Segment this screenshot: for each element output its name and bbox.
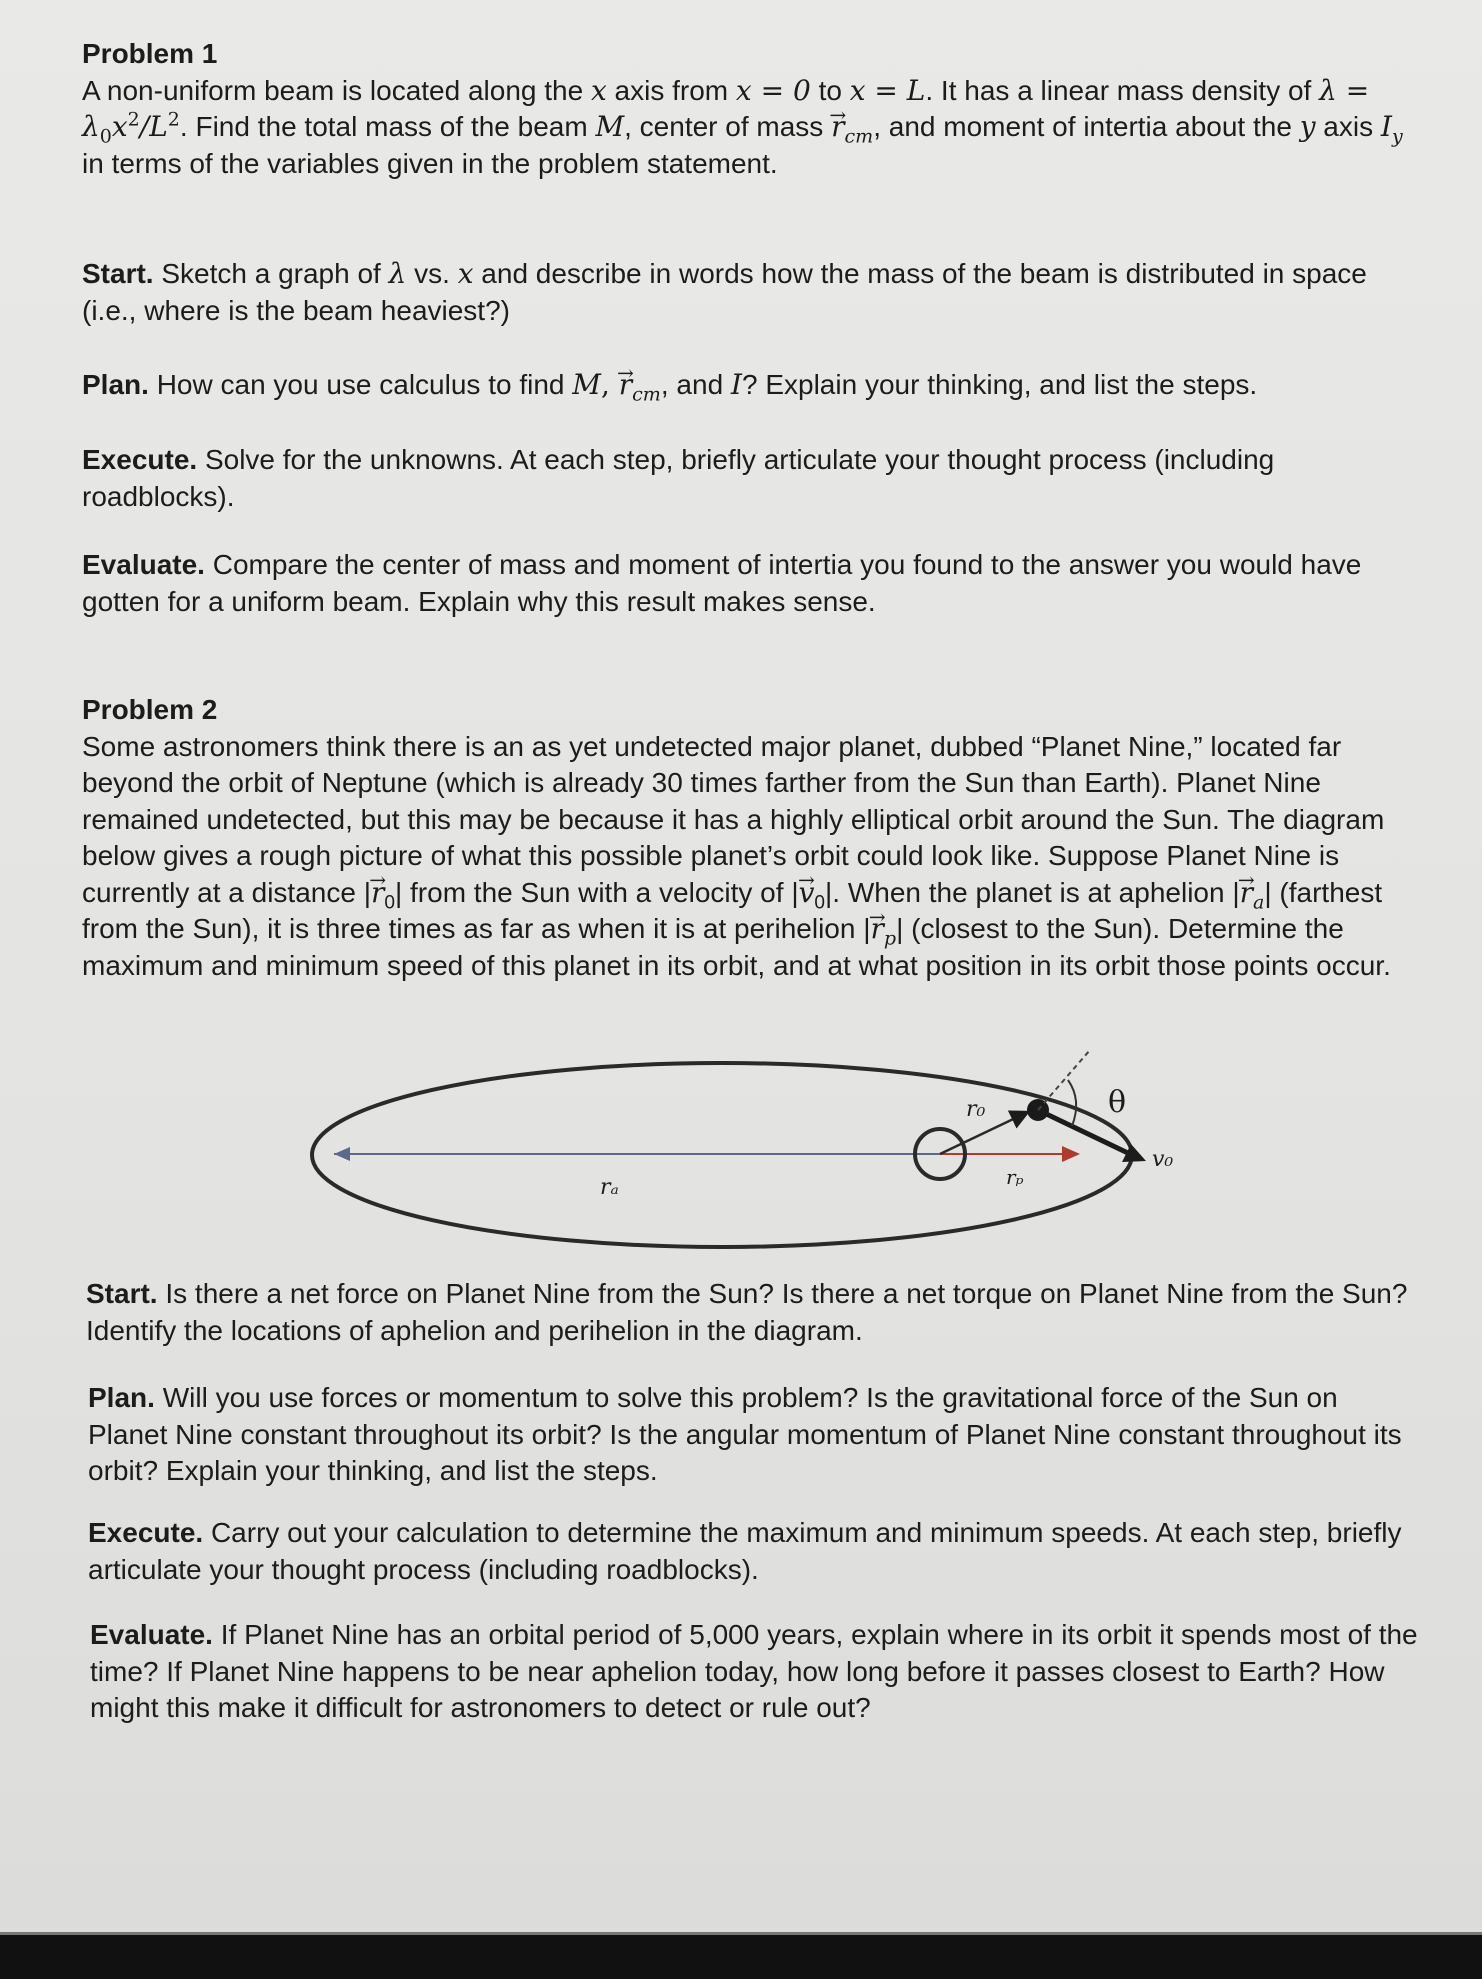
ra-label: rₐ <box>600 1175 619 1200</box>
var-x: x <box>111 110 128 143</box>
comma: , <box>600 368 619 401</box>
vector-r-cm: → r <box>831 109 844 146</box>
statement-text: from the Sun with a velocity of <box>402 876 792 908</box>
var-lambda: λ <box>388 257 407 290</box>
statement-text: (closest to the Sun). Determine the maximum and minimum speed of this planet in its orbit, and at what position in its orbit those points occur. <box>82 913 1391 981</box>
ra-arrowhead <box>334 1147 350 1161</box>
vector-r-cm: → r <box>619 367 632 404</box>
var-x: x <box>457 257 474 290</box>
abs-bar: | <box>363 876 371 908</box>
plan-text: Will you use forces or momentum to solve this problem? Is the gravitational force of the Sun on Planet Nine constant throughout its orbit? Is the angular momentum of Planet Nine constant throughout its orbit? Explain your thinking, and list the steps. <box>88 1382 1402 1486</box>
r0-extension-dashed <box>1038 1050 1090 1110</box>
I-subscript: y <box>1391 125 1403 148</box>
start-text: and describe in words how the mass of the beam is distributed in space (i.e., where is the beam heaviest?) <box>82 258 1367 326</box>
evaluate-text: Compare the center of mass and moment of intertia you found to the answer you would have gotten for a uniform beam. Explain why this result makes sense. <box>82 549 1362 617</box>
plan-text: ? Explain your thinking, and list the steps. <box>741 369 1258 400</box>
execute-text: Solve for the unknowns. At each step, briefly articulate your thought process (including roadblocks). <box>82 444 1275 512</box>
theta-label: θ <box>1108 1085 1127 1120</box>
statement-text: , center of mass <box>624 111 832 142</box>
theta-arc <box>1068 1080 1076 1126</box>
start-text: vs. <box>406 258 458 289</box>
start-label: Start. <box>82 258 154 289</box>
problem-2-evaluate <box>90 1617 1420 1727</box>
r0-subscript: 0 <box>384 892 395 914</box>
statement-text: axis <box>1315 111 1381 142</box>
var-x: x <box>590 73 607 107</box>
v0-label: v₀ <box>1152 1147 1174 1172</box>
execute-label: Execute. <box>88 1517 204 1548</box>
problem-2-execute <box>88 1515 1418 1588</box>
statement-text: , and moment of intertia about the <box>873 111 1300 142</box>
problem-2-title: Problem 2 <box>82 694 218 725</box>
problem-2-plan <box>88 1380 1418 1490</box>
start-text: Sketch a graph of <box>153 258 389 289</box>
plan-text: , and <box>660 369 731 400</box>
vector-rp: → r <box>871 911 884 948</box>
over-L: /L <box>139 110 168 143</box>
problem-2 <box>82 692 1412 984</box>
statement-text: A non-uniform beam is located along the <box>82 74 591 106</box>
eq-x-zero: x = 0 <box>735 73 811 107</box>
execute-label: Execute. <box>82 444 198 475</box>
statement-text: . Find the total mass of the beam <box>179 111 596 142</box>
var-I: I <box>1380 110 1392 143</box>
r-cm-subscript: cm <box>844 125 874 148</box>
orbit-diagram <box>300 1040 1200 1270</box>
problem-1-statement <box>82 73 1412 183</box>
evaluate-label: Evaluate. <box>82 549 205 580</box>
statement-text: Some astronomers think there is an as yet undetected major planet, dubbed “Planet Nine,” located far beyond the orbit of Neptune (which is already 30 times farther from the Sun than Earth). Planet Nine remained undetected, but this may be because it has a highly elliptical orbit around the Sun. The diagram below gives a rough picture of what this possible planet’s orbit could look like. Suppose Planet Nine is currently at a distance <box>82 730 1385 908</box>
statement-text: to <box>810 74 850 106</box>
problem-1-title: Problem 1 <box>82 38 218 69</box>
evaluate-text: If Planet Nine has an orbital period of 5,000 years, explain where in its orbit it spends most of the time? If Planet Nine happens to be near aphelion today, how long before it passes closest to Earth? How might this make it difficult for astronomers to detect or rule out? <box>90 1619 1418 1723</box>
screen-bottom-bezel <box>0 1932 1482 1979</box>
problem-1-execute <box>82 442 1412 515</box>
plan-label: Plan. <box>82 369 149 400</box>
start-label: Start. <box>86 1278 158 1309</box>
L-exponent: 2 <box>167 108 180 131</box>
abs-bar: | <box>896 913 904 944</box>
problem-1-plan <box>82 367 1412 404</box>
vector-v0: → v <box>799 875 815 912</box>
vector-ra: → r <box>1240 875 1253 912</box>
rp-label: rₚ <box>1006 1165 1024 1189</box>
problem-1-evaluate <box>82 547 1412 620</box>
abs-bar: | <box>825 876 833 908</box>
problem-1 <box>82 36 1412 182</box>
eq-x-L: x = L <box>849 73 926 107</box>
ra-subscript: a <box>1253 891 1265 914</box>
var-y: y <box>1299 110 1316 143</box>
r-cm-subscript: cm <box>632 383 661 406</box>
statement-text: . When the planet is at aphelion <box>832 876 1233 908</box>
evaluate-label: Evaluate. <box>90 1619 213 1650</box>
vector-r0: → r <box>371 875 384 912</box>
plan-label: Plan. <box>88 1382 155 1413</box>
problem-2-start <box>86 1276 1416 1349</box>
statement-text: (farthest from the Sun), it is three times as far as when it is at perihelion <box>82 876 1383 944</box>
v0-subscript: 0 <box>814 892 826 914</box>
abs-bar: | <box>1264 876 1272 908</box>
var-M: M <box>572 368 601 401</box>
r0-label: r₀ <box>966 1097 986 1122</box>
execute-text: Carry out your calculation to determine the maximum and minimum speeds. At each step, briefly articulate your thought process (including roadblocks). <box>88 1517 1402 1585</box>
abs-bar: | <box>394 876 403 908</box>
statement-text: axis from <box>606 74 736 106</box>
start-text: Is there a net force on Planet Nine from the Sun? Is there a net torque on Planet Nine from the Sun? Identify the locations of aphelion and perihelion in the diagram. <box>86 1278 1408 1346</box>
statement-text: . It has a linear mass density of <box>925 74 1320 106</box>
lambda-subscript: 0 <box>99 125 112 148</box>
lambda-eq: λ = λ <box>82 73 1370 143</box>
statement-text: in terms of the variables given in the problem statement. <box>82 147 778 179</box>
problem-2-statement <box>82 729 1412 985</box>
plan-text: How can you use calculus to find <box>148 369 573 400</box>
var-I: I <box>730 368 742 401</box>
var-M: M <box>595 110 625 143</box>
abs-bar: | <box>791 876 799 908</box>
problem-1-start <box>82 256 1412 329</box>
x-exponent: 2 <box>127 108 140 131</box>
abs-bar: | <box>1232 876 1240 908</box>
abs-bar: | <box>863 913 871 944</box>
rp-subscript: p <box>883 927 897 950</box>
